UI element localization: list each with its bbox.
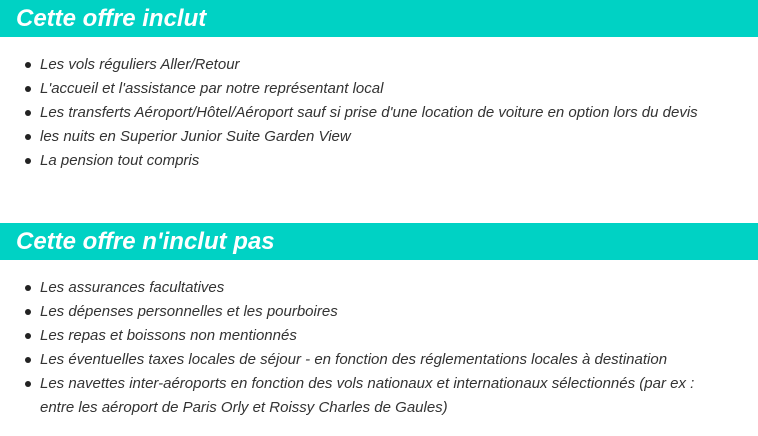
bullet-icon (25, 134, 31, 140)
bullet-icon (25, 86, 31, 92)
list-item (0, 348, 758, 372)
bullet-icon (25, 158, 31, 164)
list-item (0, 276, 758, 300)
list-item-text: La pension tout compris (40, 152, 200, 169)
list-item-text: Les navettes inter-aéroports en fonction des vols nationaux et internationaux sélectionnés (par ex : entre les aéroport de Paris Orly et Roissy Charles de Gaules) (40, 375, 695, 416)
bullet-icon (25, 110, 31, 116)
list-item-text: Les assurances facultatives (40, 279, 225, 296)
bullet-icon (25, 309, 31, 315)
excluded-section-title: Cette offre n'inclut pas (0, 223, 758, 260)
bullet-icon (25, 357, 31, 363)
included-list (0, 53, 758, 173)
list-item (0, 77, 758, 101)
bullet-icon (25, 381, 31, 387)
list-item (0, 324, 758, 348)
list-item (0, 149, 758, 173)
list-item-text: Les éventuelles taxes locales de séjour - en fonction des réglementations locales à destination (40, 351, 668, 368)
list-item (0, 53, 758, 77)
list-item (0, 300, 758, 324)
excluded-list (0, 276, 758, 420)
list-item (0, 101, 758, 125)
bullet-icon (25, 333, 31, 339)
list-item-text: Les transferts Aéroport/Hôtel/Aéroport sauf si prise d'une location de voiture en option lors du devis (40, 104, 698, 121)
bullet-icon (25, 62, 31, 68)
list-item-text: Les repas et boissons non mentionnés (40, 327, 297, 344)
list-item-text: L'accueil et l'assistance par notre représentant local (40, 80, 384, 97)
list-item-text: Les vols réguliers Aller/Retour (40, 56, 240, 73)
bullet-icon (25, 285, 31, 291)
list-item (0, 125, 758, 149)
list-item-text: les nuits en Superior Junior Suite Garden View (40, 128, 351, 145)
list-item-text: Les dépenses personnelles et les pourboires (40, 303, 338, 320)
included-section-title: Cette offre inclut (0, 0, 758, 37)
list-item (0, 372, 758, 420)
